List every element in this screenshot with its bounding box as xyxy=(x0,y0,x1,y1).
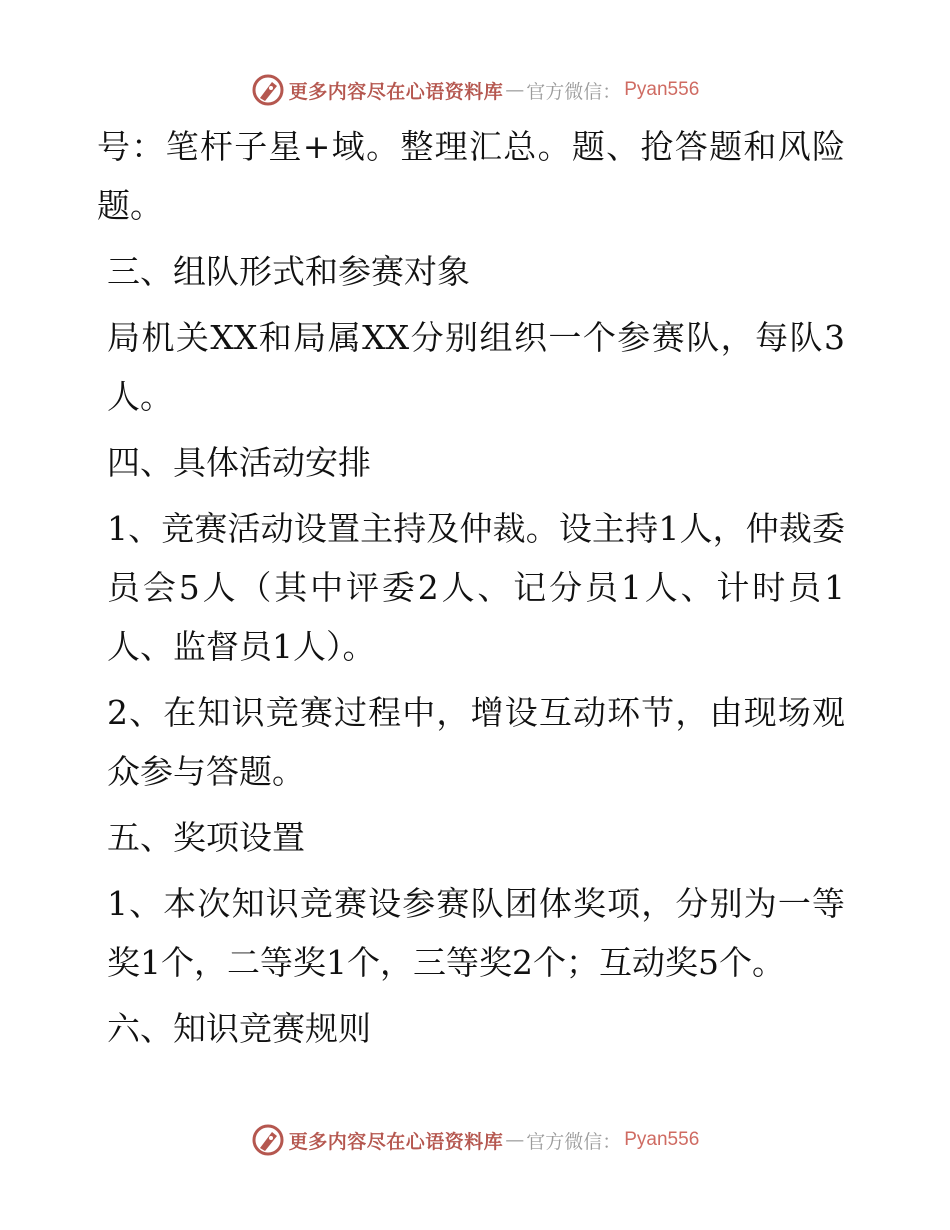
paragraph-host-and-judges: 1、竞赛活动设置主持及仲裁。设主持1人，仲裁委员会5人（其中评委2人、记分员1人、计时员1人、监督员1人）。 xyxy=(107,509,845,666)
banner-dash: — xyxy=(505,79,525,101)
banner-wechat-id: Pyan556 xyxy=(624,79,700,100)
banner-wechat-label: 官方微信： xyxy=(526,1130,622,1153)
section-heading-team-format: 三、组队形式和参赛对象 xyxy=(107,252,470,291)
banner-promo-text: 更多内容尽在心语资料库 xyxy=(288,1130,504,1153)
banner-wechat-id: Pyan556 xyxy=(624,1129,700,1150)
section-heading-awards: 五、奖项设置 xyxy=(107,818,305,857)
paragraph-team-composition: 局机关XX和局属XX分别组织一个参赛队，每队3人。 xyxy=(107,318,845,416)
section-heading-competition-rules: 六、知识竞赛规则 xyxy=(107,1009,371,1048)
paragraph-continuation: 号：笔杆子星+域。整理汇总。题、抢答题和风险题。 xyxy=(97,127,845,225)
banner-promo-text: 更多内容尽在心语资料库 xyxy=(288,80,504,103)
paragraph-award-details: 1、本次知识竞赛设参赛队团体奖项，分别为一等奖1个，二等奖1个，三等奖2个；互动奖5个。 xyxy=(107,884,845,982)
banner-dash: — xyxy=(505,1129,525,1151)
pen-nib-logo-icon xyxy=(251,1123,285,1157)
pen-nib-logo-icon xyxy=(251,73,285,107)
banner-wechat-label: 官方微信： xyxy=(526,80,622,103)
header-watermark-banner xyxy=(0,70,950,110)
document-body xyxy=(97,117,845,1058)
section-heading-activity-arrangement: 四、具体活动安排 xyxy=(107,443,371,482)
footer-watermark-banner xyxy=(0,1120,950,1160)
paragraph-interactive-session: 2、在知识竞赛过程中，增设互动环节，由现场观众参与答题。 xyxy=(107,693,845,791)
